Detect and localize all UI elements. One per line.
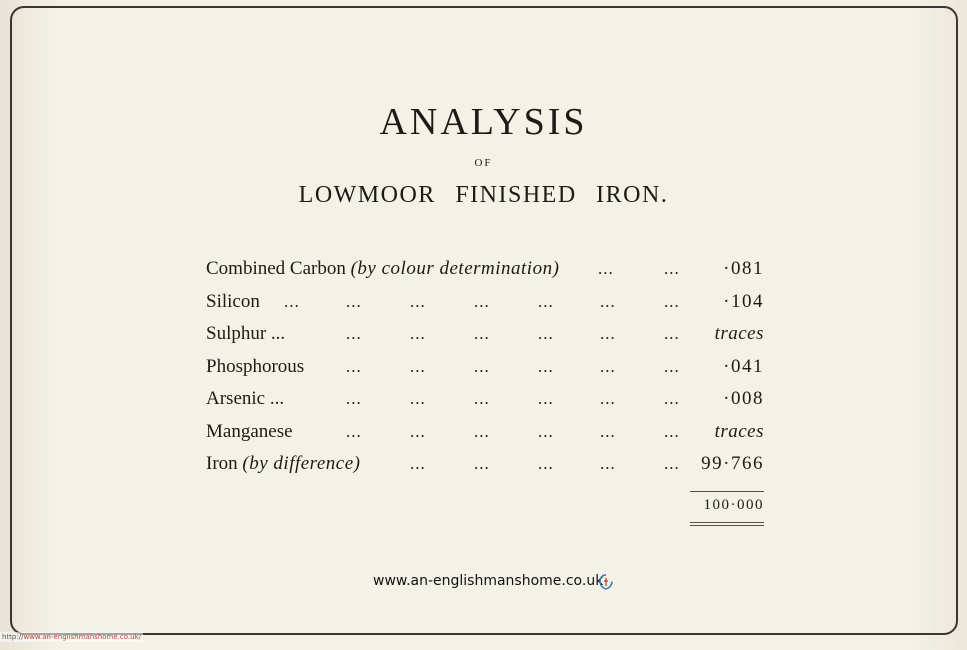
- total-value: 100·000: [703, 497, 764, 513]
- watermark-text: www.an-englishmanshome.co.uk: [373, 573, 604, 589]
- leader-dots: ...: [598, 259, 614, 278]
- element-value: 99·766: [701, 453, 764, 474]
- total-rule: [690, 491, 764, 492]
- leader-dots: ...: [474, 291, 490, 311]
- table-row: [206, 289, 768, 322]
- leader-dots: ...: [664, 259, 680, 278]
- leader-dots: ...: [600, 291, 616, 311]
- element-name: Sulphur ...: [206, 323, 286, 344]
- element-value: ·008: [723, 388, 764, 409]
- element-note: (by colour determination): [350, 258, 560, 279]
- leader-dots: ...: [600, 454, 616, 473]
- leader-dots: ...: [410, 291, 426, 311]
- table-row: [206, 321, 768, 354]
- title-connector: OF: [474, 157, 493, 169]
- element-value: ·104: [723, 290, 764, 312]
- leader-dots: ...: [538, 324, 554, 343]
- analysis-table: [206, 256, 768, 484]
- element-name: Arsenic ...: [206, 388, 285, 409]
- leader-dots: ...: [284, 291, 300, 311]
- element-note: (by difference): [242, 453, 361, 474]
- leader-dots: ...: [538, 454, 554, 473]
- table-row: [206, 451, 768, 484]
- source-url-bar[interactable]: http://www.an-englishmanshome.co.uk/: [2, 633, 141, 641]
- element-name: Combined Carbon (by colour determination): [206, 258, 560, 279]
- total-double-rule: [690, 522, 764, 523]
- leader-dots: ...: [664, 356, 680, 376]
- leader-dots: ...: [410, 356, 426, 376]
- leader-dots: ...: [410, 454, 426, 473]
- leader-dots: ...: [538, 389, 554, 408]
- element-value: traces: [714, 323, 764, 344]
- leader-dots: ...: [664, 291, 680, 311]
- leader-dots: ...: [346, 356, 362, 376]
- element-name: Silicon: [206, 290, 260, 312]
- source-url-link[interactable]: www.an-englishmanshome.co.uk/: [23, 633, 141, 641]
- leader-dots: ...: [538, 356, 554, 376]
- table-row: [206, 256, 768, 289]
- leader-dots: ...: [410, 324, 426, 343]
- leader-dots: ...: [664, 389, 680, 408]
- leader-dots: ...: [474, 324, 490, 343]
- leader-dots: ...: [346, 324, 362, 343]
- element-name: Phosphorous: [206, 355, 305, 377]
- element-value: ·041: [723, 355, 764, 377]
- subtitle-word: IRON.: [596, 182, 669, 208]
- page-subtitle: [0, 182, 967, 209]
- subtitle-word: FINISHED: [455, 182, 577, 208]
- leader-dots: ...: [474, 421, 490, 441]
- leader-dots: ...: [600, 356, 616, 376]
- leader-dots: ...: [600, 389, 616, 408]
- table-row: [206, 419, 768, 452]
- element-value: ·081: [723, 258, 764, 279]
- leader-dots: ...: [538, 421, 554, 441]
- leader-dots: ...: [410, 389, 426, 408]
- leader-dots: ...: [600, 421, 616, 441]
- leader-dots: ...: [664, 324, 680, 343]
- leader-dots: ...: [600, 324, 616, 343]
- total-double-rule: [690, 525, 764, 526]
- page-title: ANALYSIS: [379, 101, 588, 143]
- element-name: Iron (by difference): [206, 453, 361, 474]
- watermark-logo-icon: [599, 574, 613, 590]
- leader-dots: ...: [346, 421, 362, 441]
- leader-dots: ...: [664, 421, 680, 441]
- element-value: traces: [714, 420, 764, 442]
- element-name: Manganese: [206, 420, 293, 442]
- subtitle-word: LOWMOOR: [298, 182, 436, 208]
- leader-dots: ...: [474, 454, 490, 473]
- table-row: [206, 354, 768, 387]
- leader-dots: ...: [664, 454, 680, 473]
- leader-dots: ...: [410, 421, 426, 441]
- table-row: [206, 386, 768, 419]
- leader-dots: ...: [474, 389, 490, 408]
- leader-dots: ...: [346, 389, 362, 408]
- leader-dots: ...: [346, 291, 362, 311]
- leader-dots: ...: [538, 291, 554, 311]
- leader-dots: ...: [474, 356, 490, 376]
